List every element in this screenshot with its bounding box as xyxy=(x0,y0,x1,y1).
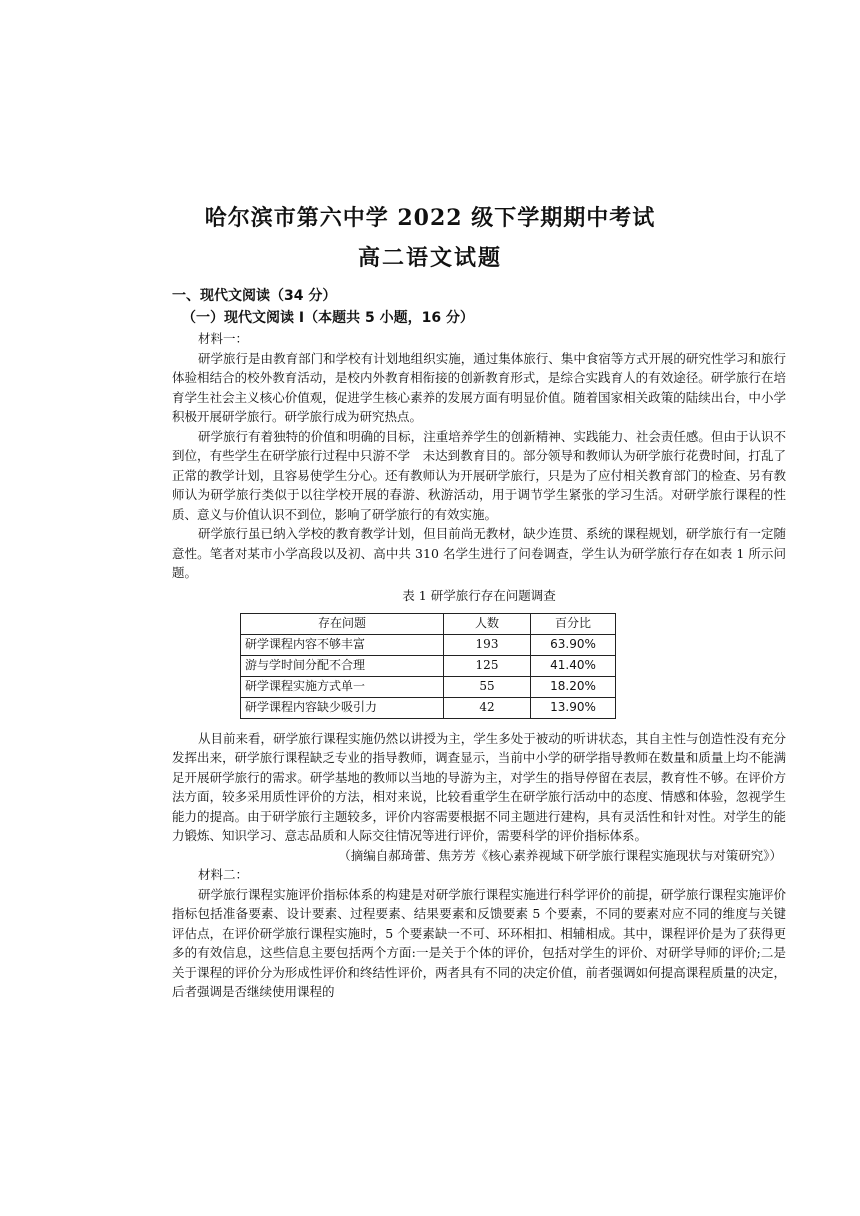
table-header-cell: 人数 xyxy=(444,613,531,634)
table-header-cell: 存在问题 xyxy=(241,613,444,634)
table-cell: 55 xyxy=(444,676,531,697)
table-cell: 41.40% xyxy=(531,655,616,676)
table-row xyxy=(241,697,616,718)
survey-table xyxy=(240,613,616,719)
table-cell: 13.90% xyxy=(531,697,616,718)
source-citation: （摘编自郝琦蕾、焦芳芳《核心素养视域下研学旅行课程实施现状与对策研究》） xyxy=(338,847,782,863)
table-cell: 42 xyxy=(444,697,531,718)
paragraph-a-2: 研学旅行有着独特的价值和明确的目标，注重培养学生的创新精神、实践能力、社会责任感。但由于认识不到位，有些学生在研学旅行过程中只游不学 未达到教育目的。部分领导和教师认为研学旅行花费时间，打乱了正常的教学计划，且容易使学生分心。还有教师认为开展研学旅行，只是为了应付相关教育部门的检查、另有教师认为研学旅行类似于以往学校开展的春游、秋游活动，用于调节学生紧张的学习生活。对研学旅行课程的性质、意义与价值认识不到位，影响了研学旅行的有效实施。 xyxy=(172,428,786,522)
table-cell: 63.90% xyxy=(531,634,616,655)
section-heading: 一、现代文阅读（34 分） xyxy=(172,288,337,304)
title-block xyxy=(0,198,860,278)
table-cell: 193 xyxy=(444,634,531,655)
exam-content xyxy=(172,285,786,1002)
table-cell: 研学课程实施方式单一 xyxy=(241,676,444,697)
subsection-heading: （一）现代文阅读 I（本题共 5 小题，16 分） xyxy=(182,310,474,326)
table-cell: 游与学时间分配不合理 xyxy=(241,655,444,676)
table-cell: 研学课程内容缺少吸引力 xyxy=(241,697,444,718)
paragraph-a-3: 研学旅行虽已纳入学校的教育教学计划，但目前尚无教材，缺少连贯、系统的课程规划，研学旅行有一定随意性。笔者对某市小学高段以及初、高中共 310 名学生进行了问卷调查，学生认为研学旅行存在如表 1 所示问题。 xyxy=(172,526,786,580)
table-caption: 表 1 研学旅行存在问题调查 xyxy=(402,587,556,603)
paragraph-b-1: 从目前来看，研学旅行课程实施仍然以讲授为主，学生多处于被动的听讲状态，其自主性与创造性没有充分发挥出来，研学旅行课程缺乏专业的指导教师，调查显示，当前中小学的研学指导教师在数量和质量上均不能满足开展研学旅行的需求。研学基地的教师以当地的导游为主，对学生的指导停留在表层，教育性不够。在评价方法方面，较多采用质性评价的方法，相对来说，比较看重学生在研学旅行活动中的态度、情感和体验，忽视学生能力的提高。由于研学旅行主题较多，评价内容需要根据不同主题进行建构，具有灵活性和针对性。对学生的能力锻炼、知识学习、意志品质和人际交往情况等进行评价，需要科学的评价指标体系。 xyxy=(172,730,786,843)
table-row xyxy=(241,634,616,655)
page-title: 哈尔滨市第六中学 2022 级下学期期中考试 xyxy=(204,205,656,231)
table-row xyxy=(241,655,616,676)
table-cell: 18.20% xyxy=(531,676,616,697)
table-cell: 研学课程内容不够丰富 xyxy=(241,634,444,655)
paragraph-c-1: 研学旅行课程实施评价指标体系的构建是对研学旅行课程实施进行科学评价的前提，研学旅行课程实施评价指标包括准备要素、设计要素、过程要素、结果要素和反馈要素 5 个要素，不同的要素对应不同的维度与关键评估点，在评价研学旅行课程实施时，5 个要素缺一不可、环环相扣、相辅相成。其中，课程评价是为了获得更多的有效信息，这些信息主要包括两个方面:一是关于个体的评价，包括对学生的评价、对研学导师的评价;二是关于课程的评价分为形成性评价和终结性评价，两者具有不同的决定价值，前者强调如何提高课程质量的决定，后者强调是否继续使用课程的 xyxy=(172,886,786,999)
page-subtitle: 高二语文试题 xyxy=(357,245,502,271)
table-cell: 125 xyxy=(444,655,531,676)
table-header-cell: 百分比 xyxy=(531,613,616,634)
table-header-row xyxy=(241,613,616,634)
table-row xyxy=(241,676,616,697)
material-1-label: 材料一： xyxy=(198,331,249,346)
paragraph-a-1: 研学旅行是由教育部门和学校有计划地组织实施，通过集体旅行、集中食宿等方式开展的研究性学习和旅行体验相结合的校外教育活动，是校内外教育相衔接的创新教育形式，是综合实践育人的有效途径。研学旅行在培育学生社会主义核心价值观，促进学生核心素养的发展方面有明显价值。随着国家相关政策的陆续出台，中小学积极开展研学旅行。研学旅行成为研究热点。 xyxy=(172,350,786,424)
material-2-label: 材料二： xyxy=(198,867,249,882)
